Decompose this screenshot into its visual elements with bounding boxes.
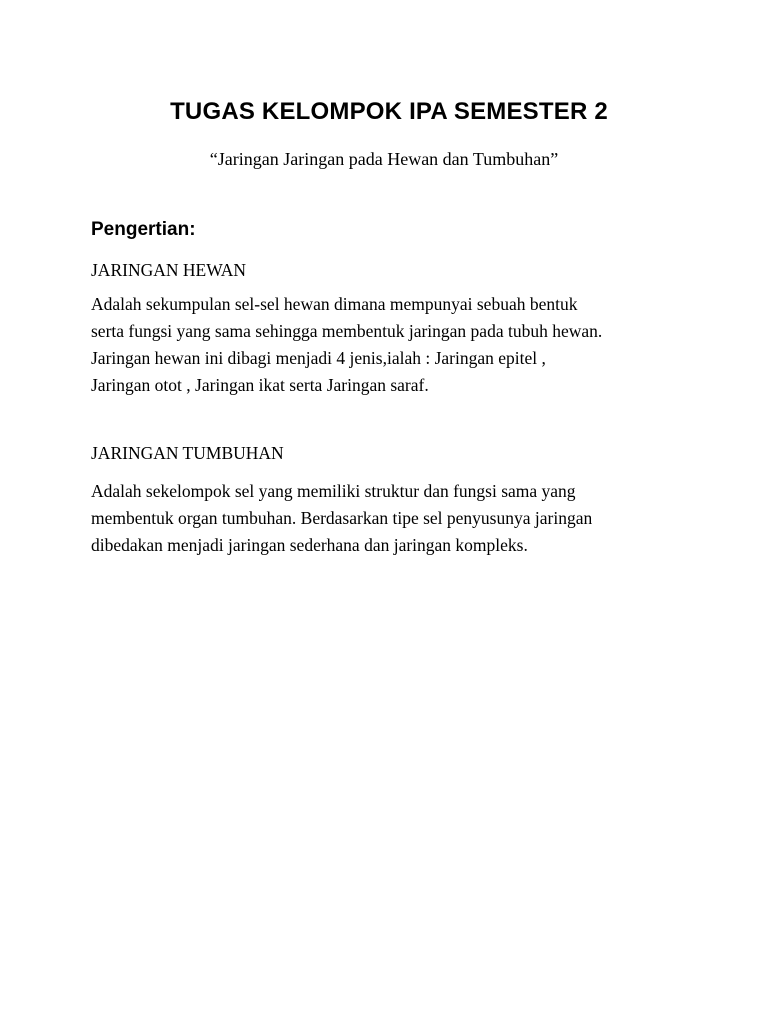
document-title: TUGAS KELOMPOK IPA SEMESTER 2	[170, 98, 608, 125]
paragraph-jaringan-hewan	[91, 291, 711, 399]
paragraph-jaringan-tumbuhan	[91, 478, 711, 559]
document-subtitle: “Jaringan Jaringan pada Hewan dan Tumbuhan”	[209, 149, 559, 169]
paragraph-line: serta fungsi yang sama sehingga membentuk jaringan pada tubuh hewan.	[91, 321, 603, 341]
paragraph-line: Jaringan otot , Jaringan ikat serta Jaringan saraf.	[91, 375, 429, 395]
section-heading-pengertian: Pengertian:	[91, 219, 196, 240]
subheading-jaringan-tumbuhan: JARINGAN TUMBUHAN	[91, 443, 284, 463]
paragraph-line: membentuk organ tumbuhan. Berdasarkan tipe sel penyusunya jaringan	[91, 508, 593, 528]
paragraph-line: Adalah sekelompok sel yang memiliki struktur dan fungsi sama yang	[91, 481, 576, 501]
paragraph-line: dibedakan menjadi jaringan sederhana dan jaringan kompleks.	[91, 535, 528, 555]
subheading-jaringan-hewan: JARINGAN HEWAN	[91, 260, 247, 280]
paragraph-line: Jaringan hewan ini dibagi menjadi 4 jenis,ialah : Jaringan epitel ,	[91, 348, 546, 368]
paragraph-line: Adalah sekumpulan sel-sel hewan dimana mempunyai sebuah bentuk	[91, 294, 578, 314]
